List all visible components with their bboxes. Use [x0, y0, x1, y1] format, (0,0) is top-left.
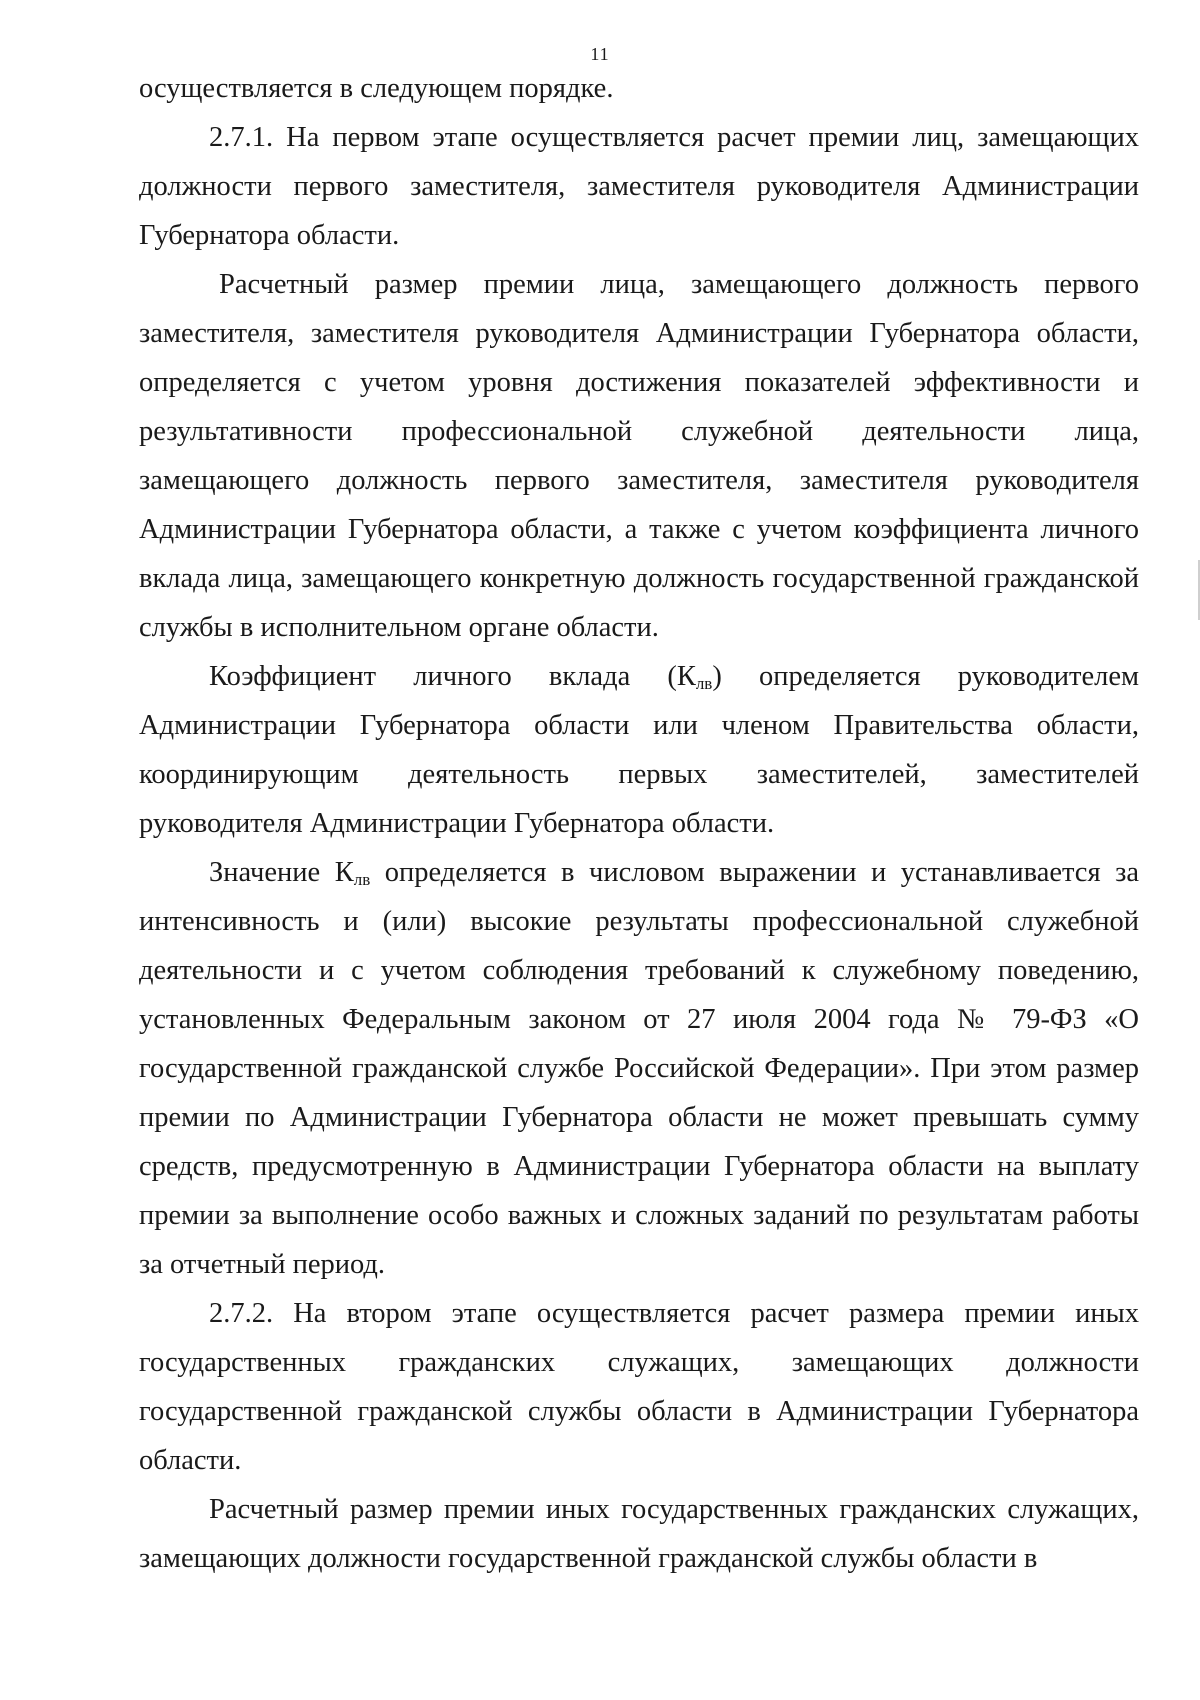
coefficient-subscript: лв	[695, 674, 713, 693]
paragraph-coefficient-definition	[139, 652, 1139, 848]
value-text-after: определяется в числовом выражении и устанавливается за интенсивность и (или) высокие результаты профессиональной служебной деятельности и с учетом соблюдения требований к служебному поведению, установленных Федеральным законом от 27 июля 2004 года № 79-ФЗ «О государственной гражданской службе Российской Федерации». При этом размер премии по Администрации Губернатора области не может превышать сумму средств, предусмотренную в Администрации Губернатора области на выплату премии за выполнение особо важных и сложных заданий по результатам работы за отчетный период.	[139, 857, 1139, 1280]
page-number: 11	[590, 44, 610, 64]
paragraph-calc-first-deputy: Расчетный размер премии лица, замещающего должность первого заместителя, заместителя руководителя Администрации Губернатора области, определяется с учетом уровня достижения показателей эффективности и результативности профессиональной служебной деятельности лица, замещающего должность первого заместителя, заместителя руководителя Администрации Губернатора области, а также с учетом коэффициента личного вклада лица, замещающего конкретную должность государственной гражданской службы в исполнительном органе области.	[139, 269, 1139, 643]
paragraph-2-7-2: 2.7.2. На втором этапе осуществляется расчет размера премии иных государственных гражданских служащих, замещающих должности государственной гражданской службы области в Администрации Губернатора области.	[139, 1298, 1139, 1476]
value-text-before: Значение К	[209, 857, 354, 888]
document-body	[139, 64, 1139, 1583]
coefficient-text-after: ) определяется руководителем Администрации Губернатора области или членом Правительства области, координирующим деятельность первых заместителей, заместителей руководителя Администрации Губернатора области.	[139, 661, 1139, 839]
coefficient-text-before: Коэффициент личного вклада (К	[209, 661, 696, 692]
paragraph-continuation: осуществляется в следующем порядке.	[139, 73, 614, 104]
paragraph-coefficient-value	[139, 848, 1139, 1289]
value-subscript: лв	[353, 870, 371, 889]
paragraph-calc-other-servants: Расчетный размер премии иных государственных гражданских служащих, замещающих должности государственной гражданской службы области в	[139, 1494, 1139, 1574]
paragraph-2-7-1: 2.7.1. На первом этапе осуществляется расчет премии лиц, замещающих должности первого заместителя, заместителя руководителя Администрации Губернатора области.	[139, 122, 1139, 251]
